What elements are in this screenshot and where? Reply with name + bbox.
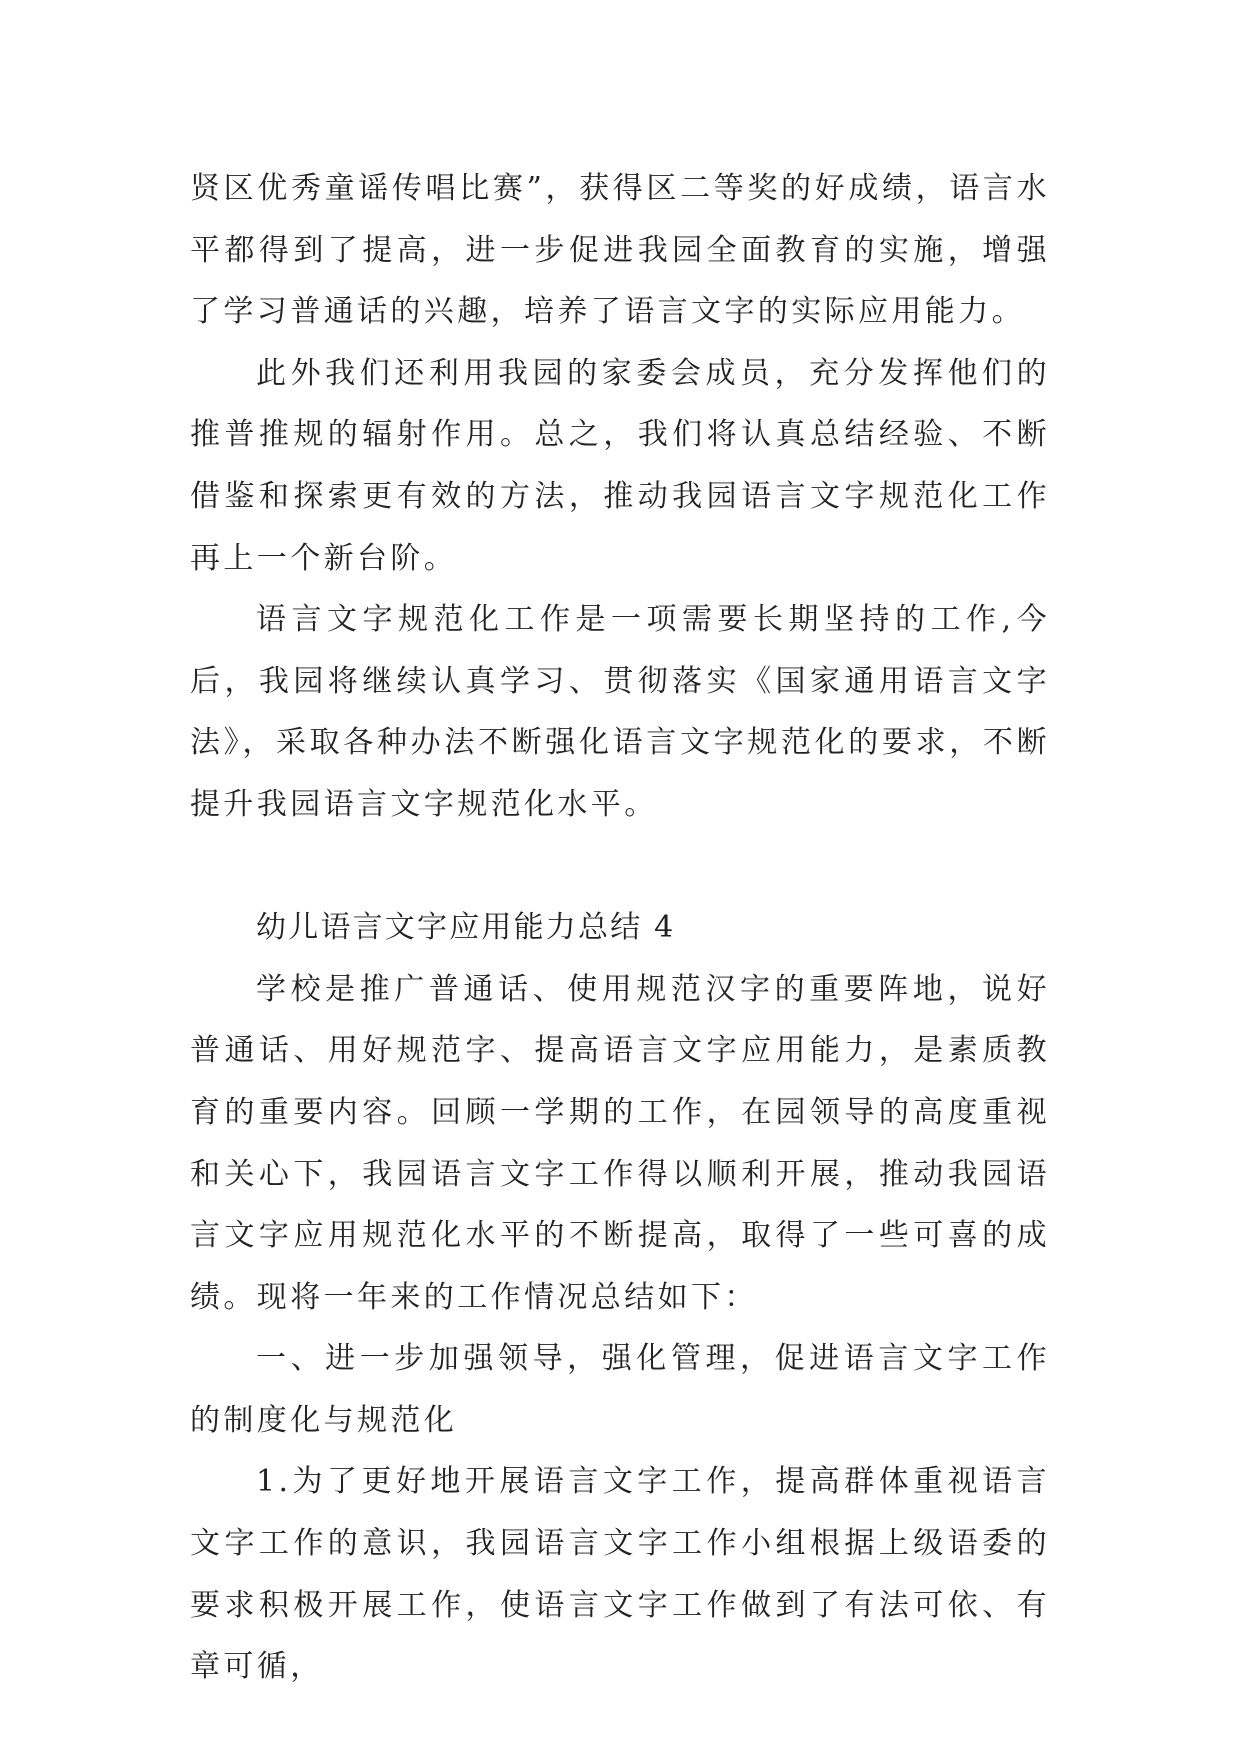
paragraph-competition-result: 贤区优秀童谣传唱比赛”，获得区二等奖的好成绩，语言水平都得到了提高，进一步促进我园全面教育的实施，增强了学习普通话的兴趣，培养了语言文字的实际应用能力。 xyxy=(190,171,1050,330)
paragraph-section-one-title: 一、进一步加强领导，强化管理，促进语言文字工作的制度化与规范化 xyxy=(190,1341,1050,1438)
paragraph-item-one: 1.为了更好地开展语言文字工作，提高群体重视语言文字工作的意识，我园语言文字工作小组根据上级语委的要求积极开展工作，使语言文字工作做到了有法可依、有章可循， xyxy=(190,1464,1050,1685)
section-gap xyxy=(190,836,1050,898)
document-body xyxy=(190,158,1050,1698)
section-heading: 幼儿语言文字应用能力总结 4 xyxy=(256,910,676,946)
paragraph-future-plans: 语言文字规范化工作是一项需要长期坚持的工作,今后，我园将继续认真学习、贯彻落实《国家通用语言文字法》，采取各种办法不断强化语言文字规范化的要求，不断提升我园语言文字规范化水平。 xyxy=(190,602,1050,822)
paragraph-parent-committee: 此外我们还利用我园的家委会成员，充分发挥他们的推普推规的辐射作用。总之，我们将认真总结经验、不断借鉴和探索更有效的方法，推动我园语言文字规范化工作再上一个新台阶。 xyxy=(190,355,1050,576)
paragraph-introduction: 学校是推广普通话、使用规范汉字的重要阵地，说好普通话、用好规范字、提高语言文字应用能力，是素质教育的重要内容。回顾一学期的工作，在园领导的高度重视和关心下，我园语言文字工作得以顺利开展，推动我园语言文字应用规范化水平的不断提高，取得了一些可喜的成绩。现将一年来的工作情况总结如下： xyxy=(190,971,1050,1315)
